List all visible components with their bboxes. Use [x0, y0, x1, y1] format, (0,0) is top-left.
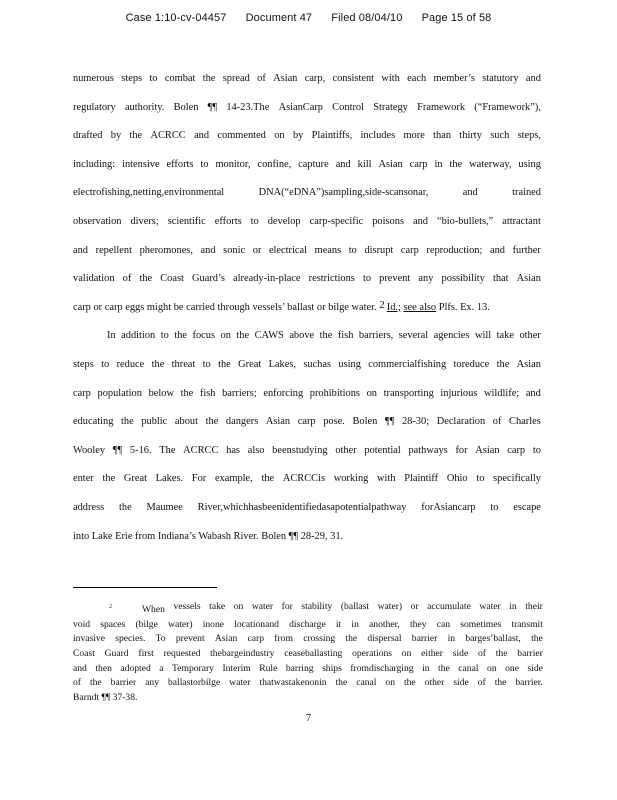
paragraph-2 — [73, 327, 541, 527]
footnote-line: $^2$ When vessels take on water for stability (ballast water) or accumulate water in their — [109, 601, 543, 616]
text-line: drafted by the ACRCC and commented on by Plaintiffs, includes more than thirty such steps, — [73, 130, 541, 142]
footnote-divider — [73, 587, 217, 588]
footnote-line: Coast Guard first requested thebargeindustry ceaseballasting operations on either side of the barrier — [73, 647, 543, 659]
footnote-line: invasive species. To prevent Asian carp from crossing the dispersal barrier in barges’ballast, the — [73, 633, 543, 645]
footnote-line: void spaces (bilge water) inone locationand discharge it in another, they can sometimes transmit — [73, 618, 543, 630]
footnote-marker: 2 — [109, 604, 112, 610]
case-number: Case 1:10-cv-04457 — [125, 12, 227, 24]
text-line: educating the public about the dangers Asian carp pose. Bolen ¶¶ 28-30; Declaration of Charles — [73, 416, 541, 428]
footnote-ref[interactable]: 2 — [379, 298, 385, 311]
text-line: Wooley ¶¶ 5-16. The ACRCC has also beenstudying other potential pathways for Asian carp to — [73, 444, 541, 456]
document-body — [73, 70, 541, 556]
text-line: enter the Great Lakes. For example, the ACRCCis working with Plaintiff Ohio to specifically — [73, 473, 541, 485]
text-line: In addition to the focus on the CAWS above the fish barriers, several agencies will take other — [107, 330, 541, 342]
text-line: address the Maumee River,whichhasbeenidentifiedasapotentialpathway forAsiancarp to escape — [73, 501, 541, 513]
text-line: validation of the Coast Guard’s already-in-place restrictions to prevent any possibility that Asian — [73, 273, 541, 285]
text-line: steps to reduce the threat to the Great Lakes, suchas using commercialfishing toreduce the Asian — [73, 358, 541, 370]
document-number: Document 47 — [245, 12, 313, 24]
text-line: regulatory authority. Bolen ¶¶ 14-23.The AsianCarp Control Strategy Framework (“Framework”), — [73, 101, 541, 113]
filed-date: Filed 08/04/10 — [331, 12, 403, 24]
paragraph-2-last-line: into Lake Erie from Indiana’s Wabash River. Bolen ¶¶ 28-29, 31. — [73, 530, 344, 542]
text-line: including: intensive efforts to monitor, confine, capture and kill Asian carp in the waterway, using — [73, 158, 541, 170]
paragraph-1 — [73, 70, 541, 299]
see-also-citation: see also — [403, 301, 437, 313]
page-number: 7 — [305, 713, 312, 724]
text-line: observation divers; scientific efforts to develop carp-specific poisons and “bio-bullets,” attractant — [73, 215, 541, 227]
case-header — [0, 12, 617, 24]
text-line: numerous steps to combat the spread of Asian carp, consistent with each member’s statutory and — [73, 73, 541, 84]
footnote-line: and then adopted a Temporary Interim Rule barring ships fromdischarging in the canal on one side — [73, 662, 543, 674]
text-line: electrofishing,netting,environmental DNA(“eDNA”)sampling,side-scansonar, and trained — [73, 187, 541, 199]
id-citation: Id.; — [386, 301, 401, 313]
footnote-line: of the barrier any ballastorbilge water thatwastakenonin the canal on the other side of the barrier. — [73, 677, 543, 689]
text-line: and repellent pheromones, and sonic or electrical means to disrupt carp reproduction; and further — [73, 244, 541, 256]
text-line: carp population below the fish barriers; enforcing prohibitions on transporting injurious wildlife; and — [73, 387, 541, 399]
page-indicator: Page 15 of 58 — [421, 12, 492, 24]
footnote-last-line: Barndt ¶¶ 37-38. — [73, 691, 138, 703]
paragraph-1-last-line: carp or carp eggs might be carried through vessels’ ballast or bilge water. 2 Id.; see also Plfs. Ex. 13. — [73, 299, 541, 328]
footnote — [73, 600, 543, 705]
